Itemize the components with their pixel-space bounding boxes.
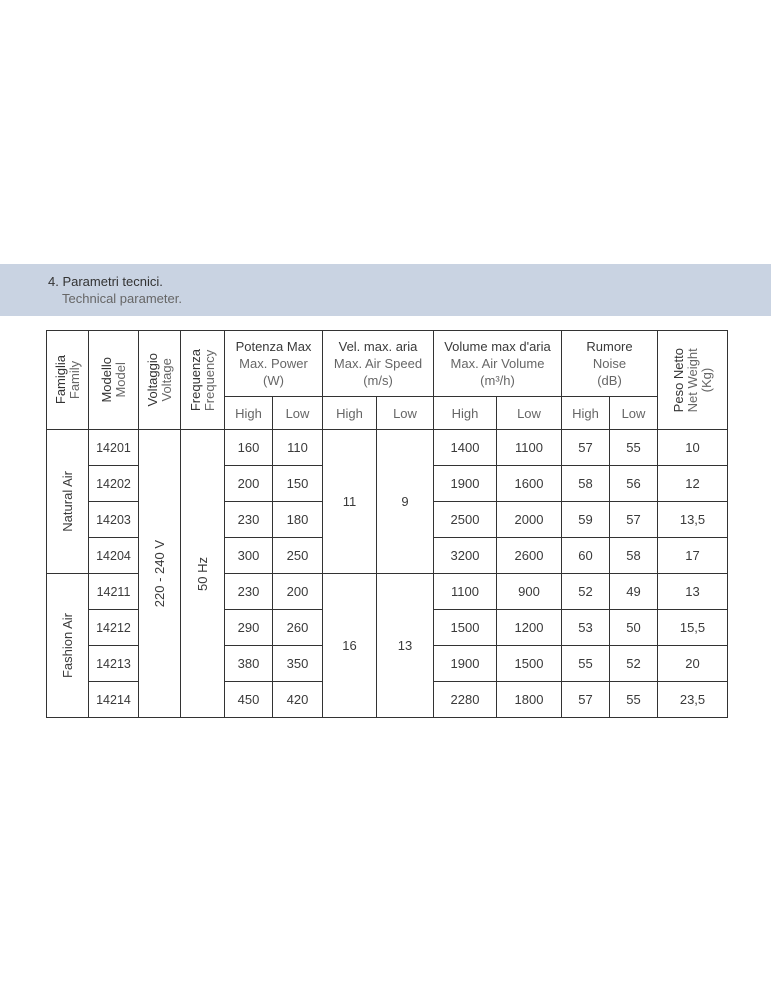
- section-title-en: Technical parameter.: [62, 291, 182, 306]
- volume-low-cell: 2000: [497, 502, 562, 538]
- header-noise: Rumore Noise (dB): [562, 331, 658, 397]
- table-row: [47, 430, 728, 466]
- speed-high-header: High: [323, 397, 377, 430]
- speed-low-cell: 9: [377, 430, 434, 574]
- power-low-cell: 180: [273, 502, 323, 538]
- noise-low-cell: 58: [610, 538, 658, 574]
- noise-low-cell: 55: [610, 682, 658, 718]
- model-cell: 14204: [89, 538, 139, 574]
- family-cell: Fashion Air: [47, 574, 89, 718]
- weight-cell: 12: [658, 466, 728, 502]
- model-cell: 14203: [89, 502, 139, 538]
- noise-low-cell: 56: [610, 466, 658, 502]
- power-low-cell: 200: [273, 574, 323, 610]
- noise-high-cell: 53: [562, 610, 610, 646]
- header-voltage: Voltaggio Voltage: [139, 331, 181, 430]
- model-cell: 14211: [89, 574, 139, 610]
- power-high-cell: 230: [225, 574, 273, 610]
- power-low-cell: 150: [273, 466, 323, 502]
- volume-low-cell: 1600: [497, 466, 562, 502]
- noise-high-cell: 60: [562, 538, 610, 574]
- section-title-it: 4. Parametri tecnici.: [48, 274, 163, 289]
- power-high-header: High: [225, 397, 273, 430]
- voltage-cell: 220 - 240 V: [139, 430, 181, 718]
- noise-high-cell: 57: [562, 682, 610, 718]
- model-cell: 14212: [89, 610, 139, 646]
- speed-low-header: Low: [377, 397, 434, 430]
- power-high-cell: 380: [225, 646, 273, 682]
- noise-low-cell: 57: [610, 502, 658, 538]
- weight-cell: 13,5: [658, 502, 728, 538]
- power-high-cell: 300: [225, 538, 273, 574]
- noise-low-cell: 50: [610, 610, 658, 646]
- power-low-cell: 420: [273, 682, 323, 718]
- weight-cell: 15,5: [658, 610, 728, 646]
- volume-high-cell: 1500: [434, 610, 497, 646]
- weight-cell: 20: [658, 646, 728, 682]
- power-low-cell: 250: [273, 538, 323, 574]
- weight-cell: 13: [658, 574, 728, 610]
- power-high-cell: 290: [225, 610, 273, 646]
- family-cell: Natural Air: [47, 430, 89, 574]
- weight-cell: 10: [658, 430, 728, 466]
- model-cell: 14202: [89, 466, 139, 502]
- noise-low-cell: 49: [610, 574, 658, 610]
- header-family: Famiglia Family: [47, 331, 89, 430]
- speed-high-cell: 11: [323, 430, 377, 574]
- technical-parameters-table: [46, 330, 728, 718]
- noise-high-cell: 55: [562, 646, 610, 682]
- noise-low-cell: 52: [610, 646, 658, 682]
- header-model: Modello Model: [89, 331, 139, 430]
- volume-low-cell: 900: [497, 574, 562, 610]
- weight-cell: 17: [658, 538, 728, 574]
- header-frequency: Frequenza Frequency: [181, 331, 225, 430]
- volume-high-cell: 2280: [434, 682, 497, 718]
- volume-low-cell: 1200: [497, 610, 562, 646]
- volume-high-cell: 2500: [434, 502, 497, 538]
- header-weight: Peso Netto Net Weight (Kg): [658, 331, 728, 430]
- header-power: Potenza Max Max. Power (W): [225, 331, 323, 397]
- noise-high-header: High: [562, 397, 610, 430]
- frequency-cell: 50 Hz: [181, 430, 225, 718]
- power-high-cell: 450: [225, 682, 273, 718]
- power-high-cell: 200: [225, 466, 273, 502]
- model-cell: 14213: [89, 646, 139, 682]
- power-low-cell: 110: [273, 430, 323, 466]
- noise-high-cell: 59: [562, 502, 610, 538]
- power-high-cell: 160: [225, 430, 273, 466]
- power-high-cell: 230: [225, 502, 273, 538]
- header-air-speed: Vel. max. aria Max. Air Speed (m/s): [323, 331, 434, 397]
- volume-low-cell: 2600: [497, 538, 562, 574]
- model-cell: 14214: [89, 682, 139, 718]
- power-low-cell: 260: [273, 610, 323, 646]
- section-header-band: [0, 264, 771, 316]
- power-low-cell: 350: [273, 646, 323, 682]
- volume-high-header: High: [434, 397, 497, 430]
- noise-low-cell: 55: [610, 430, 658, 466]
- volume-high-cell: 1400: [434, 430, 497, 466]
- volume-high-cell: 3200: [434, 538, 497, 574]
- weight-cell: 23,5: [658, 682, 728, 718]
- volume-high-cell: 1100: [434, 574, 497, 610]
- volume-high-cell: 1900: [434, 646, 497, 682]
- power-low-header: Low: [273, 397, 323, 430]
- volume-low-header: Low: [497, 397, 562, 430]
- speed-high-cell: 16: [323, 574, 377, 718]
- volume-low-cell: 1800: [497, 682, 562, 718]
- speed-low-cell: 13: [377, 574, 434, 718]
- volume-low-cell: 1100: [497, 430, 562, 466]
- noise-high-cell: 57: [562, 430, 610, 466]
- noise-high-cell: 58: [562, 466, 610, 502]
- header-air-volume: Volume max d'aria Max. Air Volume (m³/h): [434, 331, 562, 397]
- volume-high-cell: 1900: [434, 466, 497, 502]
- model-cell: 14201: [89, 430, 139, 466]
- noise-high-cell: 52: [562, 574, 610, 610]
- noise-low-header: Low: [610, 397, 658, 430]
- volume-low-cell: 1500: [497, 646, 562, 682]
